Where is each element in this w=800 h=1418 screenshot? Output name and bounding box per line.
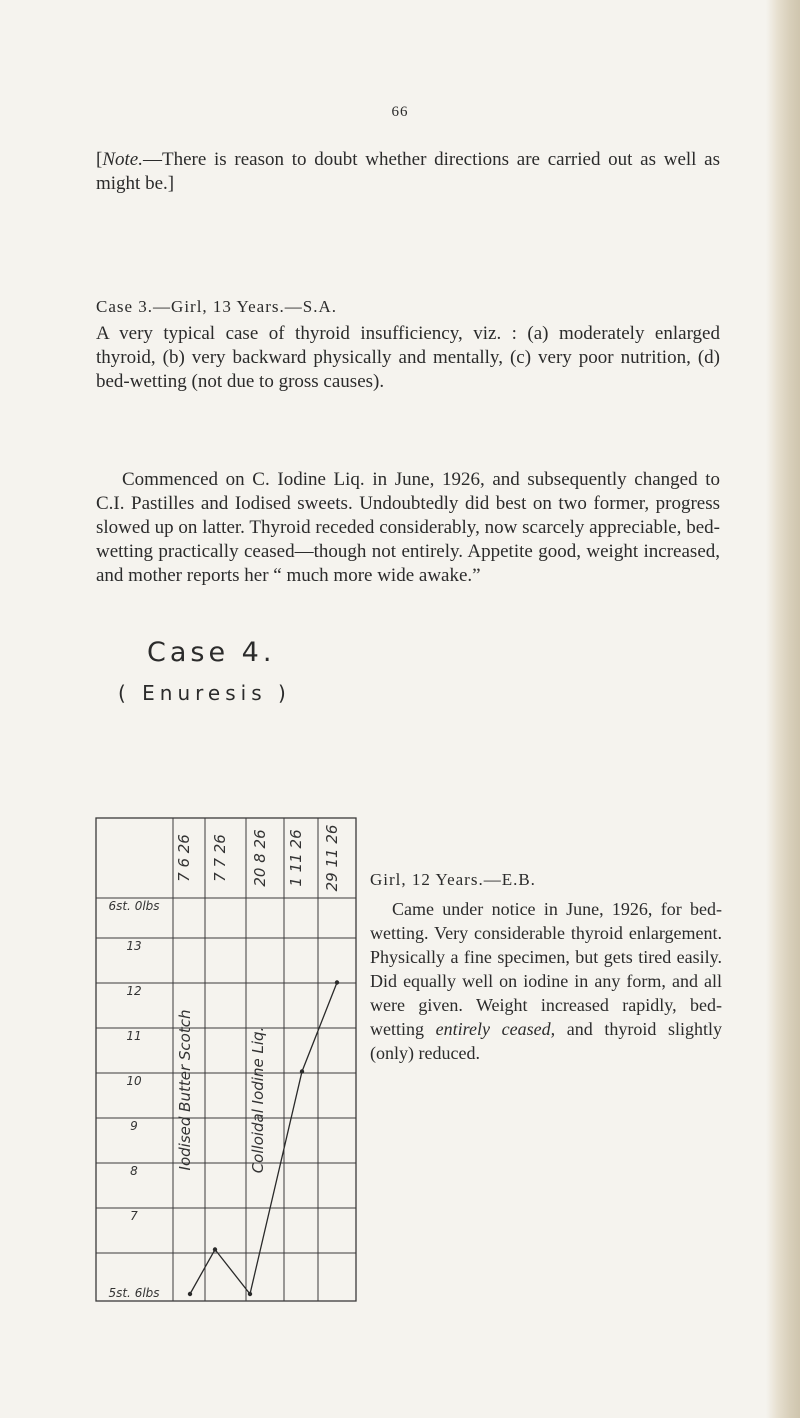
weight-point: [300, 1069, 304, 1073]
weight-point: [213, 1247, 217, 1251]
y-tick-label: 13: [126, 939, 142, 953]
chart-frame: [96, 818, 356, 1301]
date-label: 1 11 26: [287, 829, 305, 887]
case4-text-end: and thyroid slightly (only) reduced.: [370, 1019, 723, 1063]
y-tick-label: 11: [126, 1029, 142, 1043]
date-label: 29 11 26: [323, 824, 341, 892]
weight-point: [335, 980, 339, 984]
chart-y-tick-labels: [108, 899, 159, 1300]
page-edge-shadow: [766, 0, 800, 1418]
y-tick-label: 6st. 0lbs: [108, 899, 160, 913]
chart-date-labels: [175, 825, 341, 892]
y-tick-label: 8: [130, 1164, 138, 1178]
date-label: 7 6 26: [175, 834, 193, 882]
date-label: 7 7 26: [211, 834, 229, 882]
page-number: 66: [391, 104, 409, 120]
weight-point: [188, 1292, 192, 1296]
chart-grid: [96, 818, 356, 1301]
annotation-label: Colloidal Iodine Liq.: [249, 1026, 267, 1174]
weight-line: [190, 983, 337, 1295]
y-tick-label: 9: [130, 1119, 138, 1133]
y-tick-label: 10: [126, 1074, 142, 1088]
date-label: 20 8 26: [251, 829, 269, 887]
case4-text-italic: entirely ceased,: [435, 1019, 556, 1039]
case4-title: Case 4.: [147, 637, 276, 668]
case4-heading: Girl, 12 Years.—E.B.: [370, 870, 536, 889]
case4-text: [370, 897, 722, 1065]
note-bracket: [: [96, 149, 103, 170]
case3-heading: Case 3.—Girl, 13 Years.—S.A.: [96, 297, 337, 316]
case3-description: A very typical case of thyroid insufficiency, viz. : (a) moderately enlarged thyroid, (b) very backward physically and mentally, (c) very poor nutrition, (d) bed-wetting (not due to gross causes).: [96, 323, 720, 392]
chart-series: [188, 980, 339, 1296]
y-tick-label: 5st. 6lbs: [108, 1286, 160, 1300]
case3-treatment: Commenced on C. Iodine Liq. in June, 1926, and subsequently changed to C.I. Pastilles and Iodised sweets. Undoubtedly did best on two former, progress slowed up on latter. Thyroid receded considerably, now scarcely appreciable, bed-wetting practically ceased—though not entirely. Appetite good, weight increased, and mother reports her “ much more wide awake.”: [96, 469, 720, 586]
case4-text-main: Came under notice in June, 1926, for bed-wetting. Very considerable thyroid enlargement. Physically a fine specimen, but gets tired easily. Did equally well on iodine in any form, and all were given. Weight increased rapidly, bed-wetting: [370, 899, 722, 1039]
case4-subtitle: ( Enuresis ): [118, 681, 291, 705]
note-label: Note.: [102, 149, 143, 170]
note-text: —There is reason to doubt whether directions are carried out as well as might be.]: [96, 149, 720, 194]
y-tick-label: 12: [126, 984, 142, 998]
note-paragraph: [96, 148, 720, 196]
chart-annotations: [176, 1010, 267, 1174]
weight-point: [248, 1292, 252, 1296]
y-tick-label: 7: [130, 1209, 138, 1223]
annotation-label: Iodised Butter Scotch: [176, 1009, 194, 1171]
